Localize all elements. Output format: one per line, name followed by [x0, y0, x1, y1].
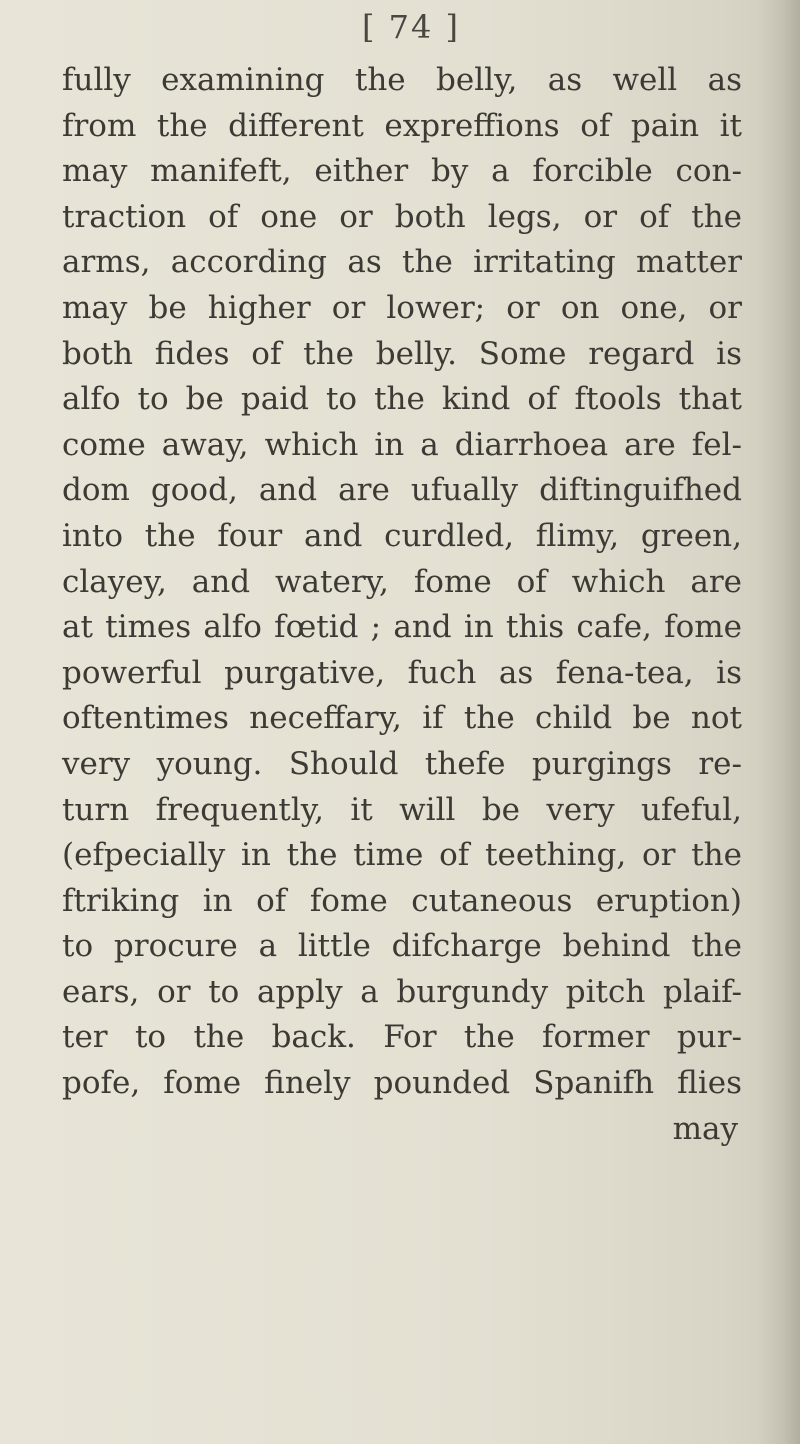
- text-line: come away, which in a diarrhoea are fel-: [62, 426, 742, 463]
- page-edge-shadow: [758, 0, 800, 1444]
- text-line: pofe, fome finely pounded Spanifh flies: [62, 1065, 742, 1102]
- text-line: ter to the back. For the former pur-: [62, 1019, 742, 1056]
- text-line: fully examining the belly, as well as: [62, 62, 742, 98]
- text-line: clayey, and watery, fome of which are: [62, 563, 742, 600]
- text-line: ftriking in of fome cutaneous eruption): [62, 882, 742, 919]
- text-line: at times alfo fœtid ; and in this cafe, fome: [62, 609, 742, 646]
- text-line: very young. Should thefe purgings re-: [62, 745, 742, 782]
- text-line: ears, or to apply a burgundy pitch plaif-: [62, 973, 742, 1010]
- text-line: turn frequently, it will be very ufeful,: [62, 791, 742, 828]
- text-line: oftentimes neceffary, if the child be not: [62, 700, 742, 737]
- text-line: to procure a little difcharge behind the: [62, 928, 742, 965]
- text-line: may manifeft, either by a forcible con-: [62, 153, 742, 190]
- text-line: from the different expreffions of pain it: [62, 107, 742, 144]
- text-line: dom good, and are ufually diftinguifhed: [62, 472, 742, 509]
- text-line: both fides of the belly. Some regard is: [62, 335, 742, 372]
- body-text: [62, 58, 742, 1152]
- text-line: powerful purgative, fuch as fena-tea, is: [62, 654, 742, 691]
- text-line: alfo to be paid to the kind of ftools that: [62, 381, 742, 418]
- catchword: may: [672, 1110, 738, 1147]
- text-line: may be higher or lower; or on one, or: [62, 289, 742, 326]
- page-number: [ 74 ]: [361, 8, 461, 46]
- text-line: (efpecially in the time of teething, or the: [62, 837, 742, 874]
- text-line: into the four and curdled, flimy, green,: [62, 517, 742, 554]
- text-line: traction of one or both legs, or of the: [62, 198, 742, 235]
- text-line: arms, according as the irritating matter: [62, 244, 742, 281]
